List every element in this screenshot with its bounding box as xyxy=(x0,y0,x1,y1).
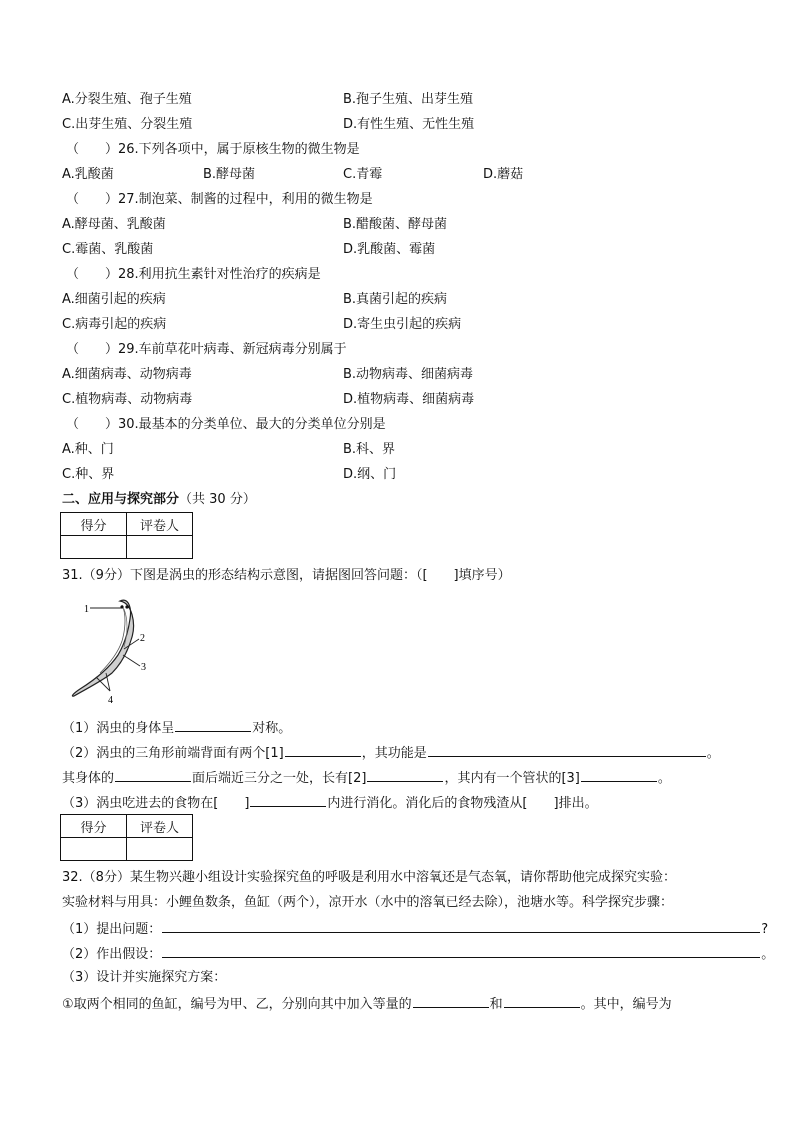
score-label: 得分 xyxy=(61,513,127,536)
q32-step4-text: ①取两个相同的鱼缸，编号为甲、乙，分别向其中加入等量的 xyxy=(62,997,412,1012)
option-d: D.植物病毒、细菌病毒 xyxy=(343,392,475,407)
option-a: A.细菌引起的疾病 xyxy=(62,292,166,307)
option-c: C.植物病毒、动物病毒 xyxy=(62,392,193,407)
score-label: 得分 xyxy=(61,815,127,838)
option-b: B.科、界 xyxy=(343,442,396,457)
q32-step4-end: 。其中，编号为 xyxy=(580,997,672,1012)
option-a: A.分裂生殖、孢子生殖 xyxy=(62,92,192,107)
option-a: A.酵母菌、乳酸菌 xyxy=(62,217,166,232)
q32-step4 xyxy=(62,994,672,1014)
answer-blank[interactable] xyxy=(162,919,760,933)
q31-part2b-mid: 面后端近三分之一处，长有[2] xyxy=(192,771,367,786)
q32-step4-mid: 和 xyxy=(489,997,503,1012)
answer-blank[interactable] xyxy=(367,768,443,782)
q31-part3-text: （3）涡虫吃进去的食物在[ ] xyxy=(62,796,250,811)
question-32-stem: 32.（8分）某生物兴趣小组设计实验探究鱼的呼吸是利用水中溶氧还是气态氧，请你帮助他完成探究实验： xyxy=(62,870,676,885)
option-c: C.出芽生殖、分裂生殖 xyxy=(62,117,193,132)
q31-part2 xyxy=(62,743,720,763)
q31-part2b-text: 其身体的 xyxy=(62,771,115,786)
option-c: C.霉菌、乳酸菌 xyxy=(62,242,154,257)
answer-blank[interactable] xyxy=(413,994,489,1008)
question-27-stem: （ ）27.制泡菜、制酱的过程中，利用的微生物是 xyxy=(66,192,373,207)
option-c: C.青霉 xyxy=(343,167,383,182)
answer-blank[interactable] xyxy=(428,743,706,757)
option-b: B.醋酸菌、酵母菌 xyxy=(343,217,448,232)
q31-part3 xyxy=(62,793,598,813)
option-d: D.寄生虫引起的疾病 xyxy=(343,317,462,332)
answer-blank[interactable] xyxy=(250,793,326,807)
answer-blank[interactable] xyxy=(285,743,361,757)
option-b: B.动物病毒、细菌病毒 xyxy=(343,367,474,382)
grader-cell[interactable] xyxy=(127,536,193,559)
score-box xyxy=(60,814,193,861)
answer-blank[interactable] xyxy=(581,768,657,782)
q32-step2-end: 。 xyxy=(761,947,775,962)
grader-label: 评卷人 xyxy=(127,815,193,838)
section-points: （共 30 分） xyxy=(179,492,256,507)
question-30-stem: （ ）30.最基本的分类单位、最大的分类单位分别是 xyxy=(66,417,386,432)
q31-part2-text: （2）涡虫的三角形前端背面有两个[1] xyxy=(62,746,284,761)
grader-label: 评卷人 xyxy=(127,513,193,536)
option-a: A.细菌病毒、动物病毒 xyxy=(62,367,192,382)
section-title: 二、应用与探究部分 xyxy=(62,492,180,507)
option-c: C.种、界 xyxy=(62,467,115,482)
section-heading xyxy=(62,491,256,509)
q32-step2 xyxy=(62,944,774,964)
option-d: D.纲、门 xyxy=(343,467,397,482)
q31-part2b-end: 。 xyxy=(657,771,671,786)
score-box xyxy=(60,512,193,559)
option-d: D.乳酸菌、霉菌 xyxy=(343,242,436,257)
option-a: A.种、门 xyxy=(62,442,114,457)
q31-part2b-mid2: ，其内有一个管状的[3] xyxy=(444,771,580,786)
option-d: D.有性生殖、无性生殖 xyxy=(343,117,475,132)
option-b: B.真菌引起的疾病 xyxy=(343,292,448,307)
q31-part2b xyxy=(62,768,671,788)
score-cell[interactable] xyxy=(61,536,127,559)
answer-blank[interactable] xyxy=(504,994,580,1008)
q32-step1-end: ? xyxy=(761,922,769,937)
option-c: C.病毒引起的疾病 xyxy=(62,317,167,332)
planarian-figure xyxy=(66,593,164,708)
answer-blank[interactable] xyxy=(175,718,251,732)
question-26-stem: （ ）26.下列各项中，属于原核生物的微生物是 xyxy=(66,142,360,157)
option-a: A.乳酸菌 xyxy=(62,167,114,182)
figure-label-2: 2 xyxy=(140,633,145,644)
q32-step1 xyxy=(62,919,768,939)
answer-blank[interactable] xyxy=(115,768,191,782)
q31-part2-end: 。 xyxy=(706,746,720,761)
q31-part1 xyxy=(62,718,291,738)
q31-part1-end: 对称。 xyxy=(252,721,292,736)
figure-label-3: 3 xyxy=(141,662,146,673)
option-b: B.酵母菌 xyxy=(203,167,256,182)
option-b: B.孢子生殖、出芽生殖 xyxy=(343,92,474,107)
question-29-stem: （ ）29.车前草花叶病毒、新冠病毒分别属于 xyxy=(66,342,347,357)
q31-part3-end: 内进行消化。消化后的食物残渣从[ ]排出。 xyxy=(327,796,598,811)
option-d: D.蘑菇 xyxy=(483,167,524,182)
question-28-stem: （ ）28.利用抗生素针对性治疗的疾病是 xyxy=(66,267,321,282)
grader-cell[interactable] xyxy=(127,838,193,861)
figure-label-4: 4 xyxy=(108,695,113,706)
q32-step2-text: （2）作出假设： xyxy=(62,947,162,962)
q32-step3: （3）设计并实施探究方案： xyxy=(62,970,227,985)
q31-part1-text: （1）涡虫的身体呈 xyxy=(62,721,175,736)
q31-part2-mid: ，其功能是 xyxy=(361,746,427,761)
q32-materials: 实验材料与用具：小鲤鱼数条，鱼缸（两个），凉开水（水中的溶氧已经去除），池塘水等。科学探究步骤： xyxy=(62,895,674,910)
answer-blank[interactable] xyxy=(162,944,760,958)
question-31-stem: 31.（9分）下图是涡虫的形态结构示意图，请据图回答问题：（[ ]填序号） xyxy=(62,568,511,583)
figure-label-1: 1 xyxy=(84,604,89,615)
q32-step1-text: （1）提出问题： xyxy=(62,922,162,937)
score-cell[interactable] xyxy=(61,838,127,861)
